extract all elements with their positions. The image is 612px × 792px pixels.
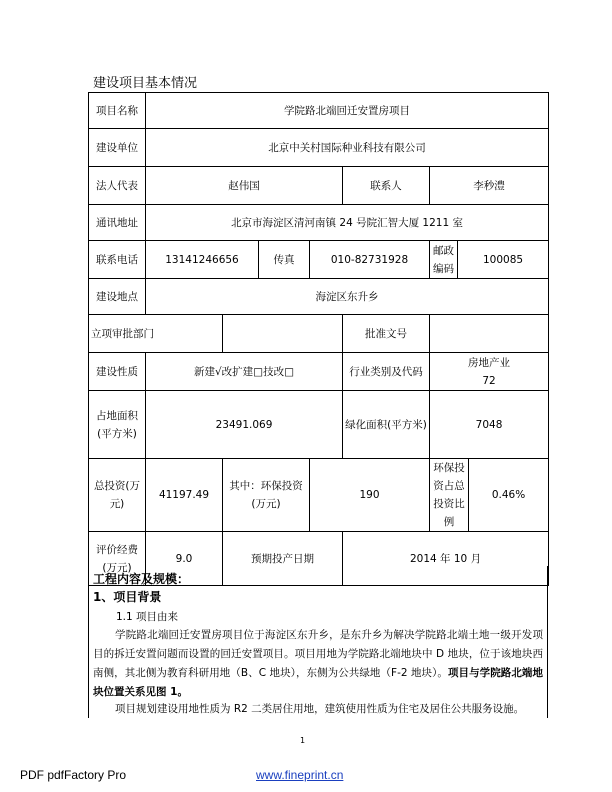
project-info-table: [88, 92, 549, 586]
zip-label: 邮政编码: [430, 241, 458, 279]
project-name-value: 学院路北端回迁安置房项目: [146, 93, 549, 129]
paragraph-1-text: 学院路北端回迁安置房项目位于海淀区东升乡，是东升乡为解决学院路北端土地一级开发项目的拆迁安置问题而设置的回迁安置项目。项目用地为学院路北端地块中 D 地块，位于该地块西南侧，其北侧为教育科研用地（B、C 地块），东侧为公共绿地（F-2 地块）。: [93, 629, 543, 679]
page-title: 建设项目基本情况: [93, 76, 198, 91]
area-label: 占地面积(平方米): [89, 391, 146, 459]
paragraph-1: [93, 626, 543, 702]
start-date-value: 2014 年 10 月: [343, 532, 549, 586]
env-investment-value: 190: [310, 459, 430, 532]
investment-label: 总投资(万元): [89, 459, 146, 532]
section-heading-1: 1、项目背景: [93, 590, 162, 604]
approval-dept-value: [223, 315, 343, 353]
nature-label: 建设性质: [89, 353, 146, 391]
green-value: 7048: [430, 391, 549, 459]
industry-value: [430, 353, 549, 391]
approval-doc-value: [430, 315, 549, 353]
fax-label: 传真: [259, 241, 310, 279]
page-number: 1: [300, 736, 306, 745]
green-label: 绿化面积(平方米): [343, 391, 430, 459]
phone-label: 联系电话: [89, 241, 146, 279]
builder-label: 建设单位: [89, 129, 146, 167]
approval-dept-label: 立项审批部门: [89, 315, 223, 353]
paragraph-2: 项目规划建设用地性质为 R2 二类居住用地，建筑使用性质为住宅及居住公共服务设施。: [115, 703, 525, 715]
paragraph-1-bold: 项目与学院路北端地块位置关系见图 1。: [93, 667, 543, 698]
contact-label: 联系人: [343, 167, 430, 205]
approval-doc-label: 批准文号: [343, 315, 430, 353]
project-name-label: 项目名称: [89, 93, 146, 129]
footer-link[interactable]: www.fineprint.cn: [256, 768, 344, 782]
env-investment-label: 其中：环保投资(万元): [223, 459, 310, 532]
start-date-label: 预期投产日期: [223, 532, 343, 586]
eval-label: 评价经费(万元): [89, 532, 146, 586]
nature-value: 新建√改扩建□技改□: [146, 353, 343, 391]
industry-name: 房地产业: [468, 356, 511, 369]
site-label: 建设地点: [89, 279, 146, 315]
fax-value: 010-82731928: [310, 241, 430, 279]
investment-value: 41197.49: [146, 459, 223, 532]
subsection-heading-1-1: 1.1 项目由来: [116, 611, 179, 623]
address-label: 通讯地址: [89, 205, 146, 241]
legal-rep-value: 赵伟国: [146, 167, 343, 205]
phone-value: 13141246656: [146, 241, 259, 279]
eval-value: 9.0: [146, 532, 223, 586]
contact-value: 李秒澧: [430, 167, 549, 205]
env-ratio-label: 环保投资占总投资比例: [430, 459, 469, 532]
env-ratio-value: 0.46%: [469, 459, 549, 532]
builder-value: 北京中关村国际种业科技有限公司: [146, 129, 549, 167]
zip-value: 100085: [458, 241, 549, 279]
industry-label: 行业类别及代码: [343, 353, 430, 391]
section-title: 工程内容及规模：: [93, 572, 190, 586]
legal-rep-label: 法人代表: [89, 167, 146, 205]
footer-pdffactory: PDF pdfFactory Pro: [20, 768, 127, 782]
site-value: 海淀区东升乡: [146, 279, 549, 315]
area-value: 23491.069: [146, 391, 343, 459]
industry-code: 72: [482, 374, 496, 387]
address-value: 北京市海淀区清河南镇 24 号院汇智大厦 1211 室: [146, 205, 549, 241]
